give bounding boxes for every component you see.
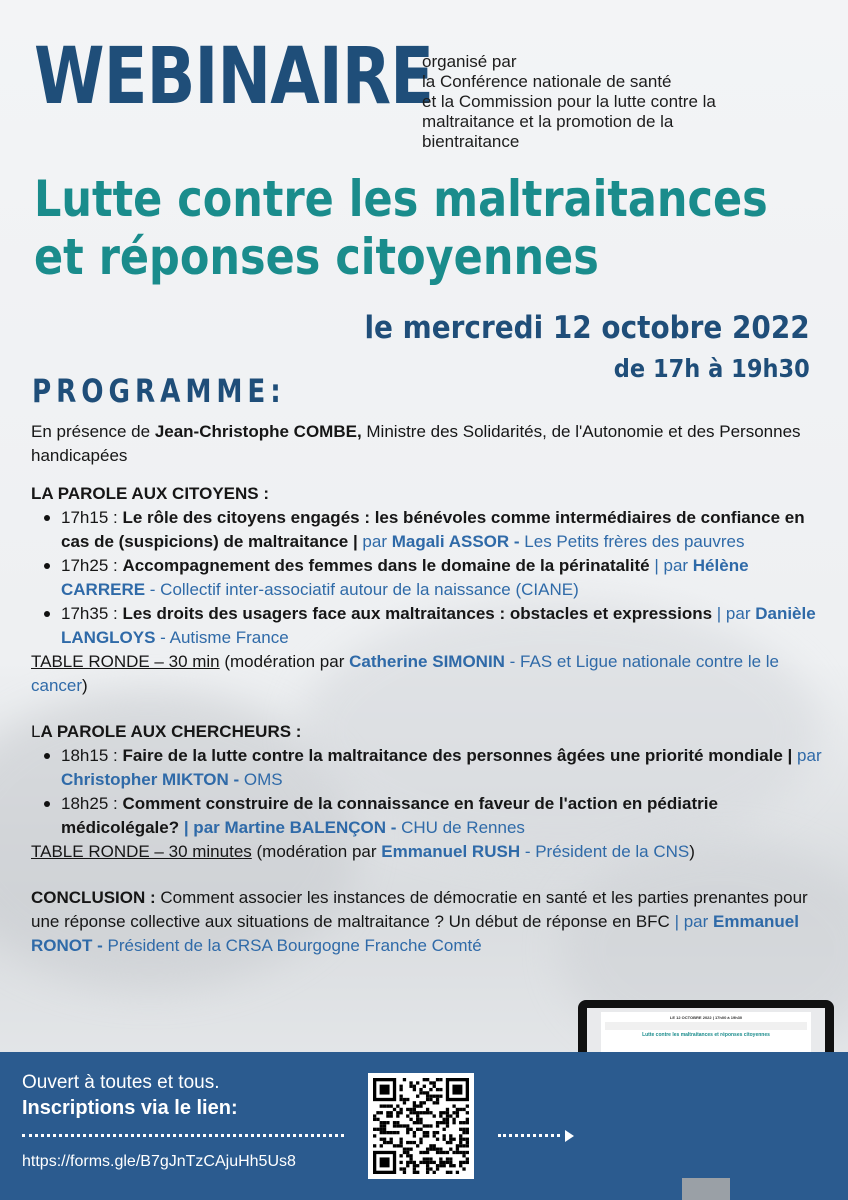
item-time: 17h35 : — [61, 604, 123, 623]
programme-heading: PROGRAMME: — [32, 372, 286, 410]
main-title-line-1: Lutte contre les maltraitances — [34, 170, 768, 228]
section-citoyens-heading: LA PAROLE AUX CITOYENS : — [31, 484, 270, 503]
conclusion-org: Président de la CRSA Bourgogne Franche Comté — [107, 936, 482, 955]
heading-initial: L — [31, 722, 41, 741]
event-time: de 17h à 19h30 — [613, 354, 810, 383]
moderation-prefix: (modération par — [219, 652, 350, 671]
organiser-line: maltraitance et la promotion de la — [422, 112, 674, 131]
organiser-text — [422, 52, 822, 152]
item-title: Le rôle des citoyens engagés : les bénévoles comme intermédiaires de confiance en cas de (suspicions) de maltraitance | — [61, 508, 805, 551]
webinaire-title: WEBINAIRE — [34, 32, 434, 122]
moderator-org: - FAS et Ligue nationale contre le le cancer — [31, 652, 780, 695]
organiser-line: organisé par — [422, 52, 517, 71]
qr-code-graphic — [373, 1078, 469, 1174]
event-date: le mercredi 12 octobre 2022 — [364, 310, 810, 346]
moderation-suffix: ) — [82, 676, 88, 695]
heading-rest: A PAROLE AUX CHERCHEURS : — [40, 722, 302, 741]
item-title: Faire de la lutte contre la maltraitance des personnes âgées une priorité mondiale | — [122, 746, 798, 765]
arrow-right-icon — [498, 1130, 574, 1142]
item-title: Les droits des usagers face aux maltraitances : obstacles et expressions — [122, 604, 713, 623]
main-title-line-2: et réponses citoyennes — [34, 228, 599, 286]
item-time: 17h15 : — [61, 508, 123, 527]
item-par: | par — [712, 604, 756, 623]
screen-date: LE 12 OCTOBRE 2022 | 17h00 à 19h30 — [669, 1015, 743, 1020]
list-item — [31, 602, 831, 650]
item-org: - Autisme France — [155, 628, 289, 647]
moderator-name: Catherine SIMONIN — [349, 652, 505, 671]
minister-name: Jean-Christophe COMBE, — [154, 422, 362, 441]
item-title: Comment construire de la connaissance en faveur de l'action en pédiatrie médicolégale? — [61, 794, 718, 837]
moderation-suffix: ) — [689, 842, 695, 861]
item-par: | par — [183, 818, 225, 837]
moderation-prefix: (modération par — [251, 842, 382, 861]
table-ronde-label: TABLE RONDE – 30 minutes — [31, 842, 252, 861]
item-speaker: Hélène CARRERE — [61, 556, 749, 599]
organiser-line: la Conférence nationale de santé — [422, 72, 672, 91]
intro-paragraph — [31, 420, 831, 468]
item-par: par — [362, 532, 392, 551]
conclusion-speaker: Emmanuel RONOT - — [31, 912, 799, 955]
intro-prefix: En présence de — [31, 422, 155, 441]
item-speaker: Danièle LANGLOYS — [61, 604, 816, 647]
qr-code[interactable] — [368, 1073, 474, 1179]
section-chercheurs-heading — [31, 720, 831, 744]
conclusion-label: CONCLUSION : — [31, 888, 156, 907]
registration-link[interactable]: https://forms.gle/B7gJnTzCAjuHh5Us8 — [22, 1153, 296, 1170]
item-par: | par — [649, 556, 693, 575]
organiser-line: et la Commission pour la lutte contre la — [422, 92, 716, 111]
table-ronde-1 — [31, 650, 831, 698]
dotted-divider — [22, 1134, 344, 1137]
table-ronde-2 — [31, 840, 831, 864]
item-speaker: Martine BALENÇON - — [224, 818, 402, 837]
item-org: Les Petits frères des pauvres — [524, 532, 745, 551]
list-item — [31, 554, 831, 602]
item-speaker: Christopher MIKTON - — [61, 770, 244, 789]
item-org: CHU de Rennes — [401, 818, 525, 837]
list-item — [31, 792, 831, 840]
section-chercheurs-list — [31, 744, 831, 840]
table-ronde-label: TABLE RONDE – 30 min — [31, 652, 220, 671]
item-par: par — [797, 746, 822, 765]
conclusion-paragraph — [31, 886, 831, 958]
footer-open-text: Ouvert à toutes et tous. — [22, 1072, 220, 1093]
list-item — [31, 506, 831, 554]
programme-content — [31, 420, 831, 958]
conclusion-text: Comment associer les instances de démocratie en santé et les parties prenantes pour une réponse collective aux situations de maltraitance ? Un début de réponse en BFC — [31, 888, 808, 931]
item-time: 18h15 : — [61, 746, 123, 765]
item-org: OMS — [243, 770, 283, 789]
item-time: 18h25 : — [61, 794, 123, 813]
organiser-line: bientraitance — [422, 132, 520, 151]
item-time: 17h25 : — [61, 556, 123, 575]
item-org: - Collectif inter-associatif autour de la naissance (CIANE) — [145, 580, 579, 599]
item-speaker: Magali ASSOR - — [391, 532, 525, 551]
section-citoyens-list — [31, 506, 831, 650]
list-item — [31, 744, 831, 792]
footer-inscription-text: Inscriptions via le lien: — [22, 1097, 238, 1119]
monitor-stand — [682, 1178, 730, 1200]
moderator-name: Emmanuel RUSH — [381, 842, 521, 861]
moderator-org: - Président de la CNS — [520, 842, 690, 861]
intro-suffix: Ministre des Solidarités, de l'Autonomie et des Personnes handicapées — [31, 422, 801, 465]
main-title — [34, 170, 768, 286]
item-title: Accompagnement des femmes dans le domaine de la périnatalité — [122, 556, 650, 575]
conclusion-par: | par — [674, 912, 713, 931]
screen-title: Lutte contre les maltraitances et réponses citoyennes — [642, 1032, 770, 1038]
